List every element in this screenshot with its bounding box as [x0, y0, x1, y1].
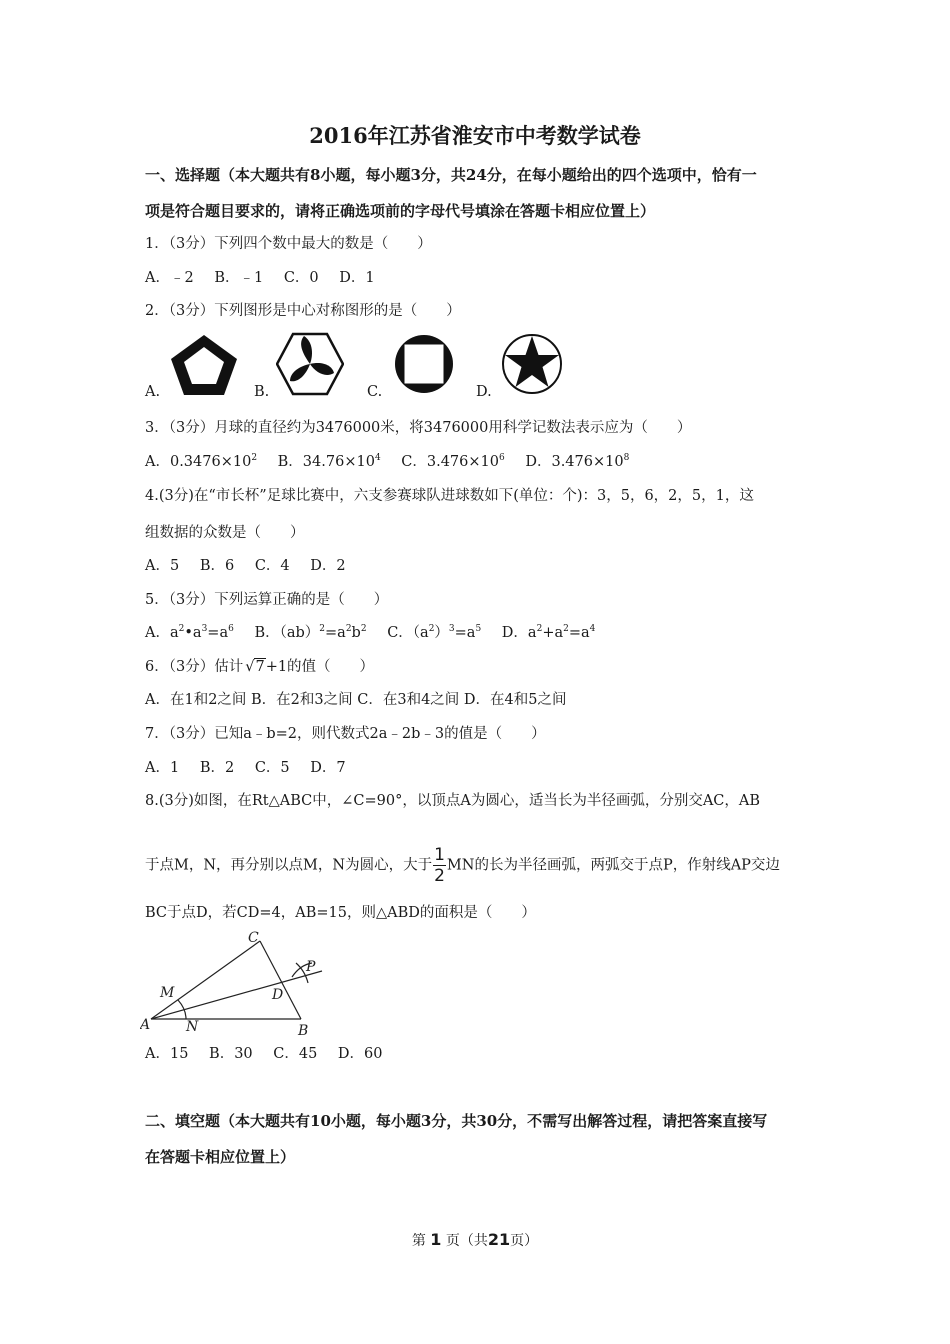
point-label-d: D [272, 987, 284, 1003]
q5-option-d: D．$a^2+a^2=a^4$ [501, 624, 596, 641]
current-page-number: 1 [430, 1230, 442, 1249]
q7-option-b: B．2 [199, 760, 235, 776]
q5-option-c: C．$(a^2)^3=a^5$ [387, 624, 482, 641]
triangle-construction-figure [140, 925, 340, 1037]
q6-stem: 6．（3分）估计 √7+1的值（ ） [145, 659, 375, 675]
q7-option-c: C．5 [254, 760, 290, 776]
q2-label-c: C. [367, 384, 383, 400]
q4-option-d: D．2 [310, 558, 346, 574]
q5-stem: 5．（3分）下列运算正确的是（ ） [145, 592, 389, 608]
q5-options [145, 623, 595, 643]
q1-option-c: C．0 [283, 270, 319, 286]
point-label-a: A [140, 1017, 151, 1033]
point-label-m: M [160, 985, 175, 1001]
q8-option-b: B．30 [209, 1046, 253, 1062]
circle-inscribed-star-icon [501, 333, 563, 395]
q3-option-c: C．3.476×10 [401, 454, 499, 470]
q4-stem-line1: 4.(3分)在“市长杯”足球比赛中，六支参赛球队进球数如下(单位：个)：3，5，6，2，5，1，这 [145, 488, 754, 504]
total-page-count: 21 [487, 1230, 511, 1249]
q7-option-d: D．7 [310, 760, 346, 776]
q1-stem: 1．（3分）下列四个数中最大的数是（ ） [145, 236, 432, 252]
q3-option-b: B．34.76×10 [277, 454, 375, 470]
point-label-n: N [186, 1019, 199, 1035]
page-footer: 第 1 页（共21页） [411, 1230, 539, 1249]
q7-options [145, 758, 346, 778]
q8-option-d: D．60 [337, 1046, 383, 1062]
q4-option-a: A．5 [145, 558, 180, 574]
section2-heading-line2: 在答题卡相应位置上） [145, 1148, 296, 1166]
section1-heading-line2: 项是符合题目要求的，请将正确选项前的字母代号填涂在答题卡相应位置上） [145, 202, 656, 220]
q3-option-a: A．0.3476×10 [145, 454, 252, 470]
q4-option-b: B．6 [199, 558, 235, 574]
circle-inscribed-square-icon [393, 333, 455, 395]
q6-options: A．在1和2之间 B．在2和3之间 C．在3和4之间 D．在4和5之间 [145, 692, 567, 708]
section2-heading-line1: 二、填空题（本大题共有10小题，每小题3分，共30分，不需写出解答过程，请把答案直接写 [145, 1112, 768, 1130]
page-title: 2016年江苏省淮安市中考数学试卷 [309, 123, 641, 148]
q8-stem-line2: 于点M，N，再分别以点M，N为圆心，大于 $\frac{1}{2}$ MN的长为半径画弧，两弧交于点P，作射线AP交边 [145, 845, 780, 886]
q7-option-a: A．1 [145, 760, 180, 776]
q1-option-b: B．﹣1 [214, 270, 264, 286]
pentagon-inscribed-pentagon-icon [168, 333, 240, 397]
q2-label-b: B. [254, 384, 270, 400]
point-label-b: B [298, 1023, 309, 1037]
q3-options: A．$0.3476\times 10^2$ B．$34.76\times 10^4$ C．$3.476\times 10^6$ D．$3.476\times 10^8$ [145, 453, 630, 470]
q4-stem-line2: 组数据的众数是（ ） [145, 525, 305, 541]
q5-option-b: B．$(ab)^2=a^2b^2$ [254, 624, 367, 641]
point-label-c: C [248, 930, 259, 946]
q1-option-a: A．﹣2 [145, 270, 194, 286]
q8-stem-line1: 8.(3分)如图，在Rt△ABC中，∠C=90°，以顶点A为圆心，适当长为半径画弧，分别交AC，AB [145, 793, 761, 809]
q8-option-c: C．45 [273, 1046, 318, 1062]
q3-stem: 3．（3分）月球的直径约为3476000米，将3476000用科学记数法表示应为（ ） [145, 420, 692, 436]
sqrt-expression: √7 [245, 659, 265, 675]
q5-option-a: A．$a^2•a^3=a^6$ [145, 624, 234, 641]
q3-option-d: D．3.476×10 [525, 454, 624, 470]
q2-label-d: D. [476, 384, 492, 400]
section1-heading-line1: 一、选择题（本大题共有8小题，每小题3分，共24分，在每小题给出的四个选项中，恰有一 [145, 166, 757, 184]
q1-option-d: D．1 [339, 270, 375, 286]
q4-option-c: C．4 [254, 558, 290, 574]
q1-options [145, 268, 375, 288]
q7-stem: 7．（3分）已知a﹣b=2，则代数式2a﹣2b﹣3的值是（ ） [145, 726, 546, 742]
q2-label-a: A. [145, 384, 161, 400]
q8-options [145, 1044, 383, 1064]
hexagon-three-petal-icon [276, 331, 344, 397]
q8-stem-line3: BC于点D，若CD=4，AB=15，则△ABD的面积是（ ） [145, 905, 536, 921]
q4-options [145, 556, 346, 576]
fraction-one-half: $\frac{1}{2}$ [434, 845, 445, 886]
q2-stem: 2．（3分）下列图形是中心对称图形的是（ ） [145, 303, 461, 319]
q8-option-a: A．15 [145, 1046, 189, 1062]
point-label-p: P [306, 959, 316, 975]
